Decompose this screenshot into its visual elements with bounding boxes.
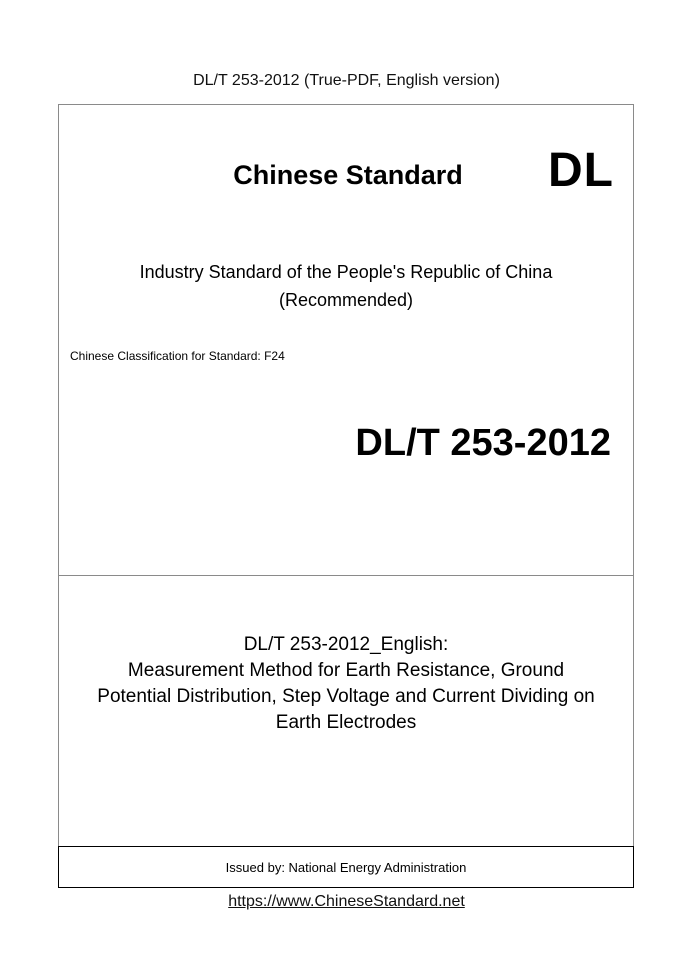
document-title xyxy=(58,632,634,736)
standard-number: DL/T 253-2012 xyxy=(355,422,611,464)
classification-text: Chinese Classification for Standard: F24 xyxy=(70,349,285,363)
website-link[interactable]: https://www.ChineseStandard.net xyxy=(228,893,465,910)
document-title-line-3: Potential Distribution, Step Voltage and Current Dividing on xyxy=(97,686,595,707)
page-header: DL/T 253-2012 (True-PDF, English version) xyxy=(193,72,500,89)
industry-statement xyxy=(58,258,634,314)
document-title-line-1: DL/T 253-2012_English: xyxy=(243,634,449,655)
industry-line-1: Industry Standard of the People's Republic of China xyxy=(139,262,553,282)
cover-title: Chinese Standard xyxy=(233,160,463,190)
industry-line-2: (Recommended) xyxy=(278,290,414,310)
standard-mark: DL xyxy=(548,144,614,197)
document-title-line-2: Measurement Method for Earth Resistance, Ground xyxy=(127,660,565,681)
document-title-line-4: Earth Electrodes xyxy=(275,712,417,733)
issuer-box xyxy=(58,846,634,888)
issuer-text: Issued by: National Energy Administration xyxy=(225,859,467,875)
